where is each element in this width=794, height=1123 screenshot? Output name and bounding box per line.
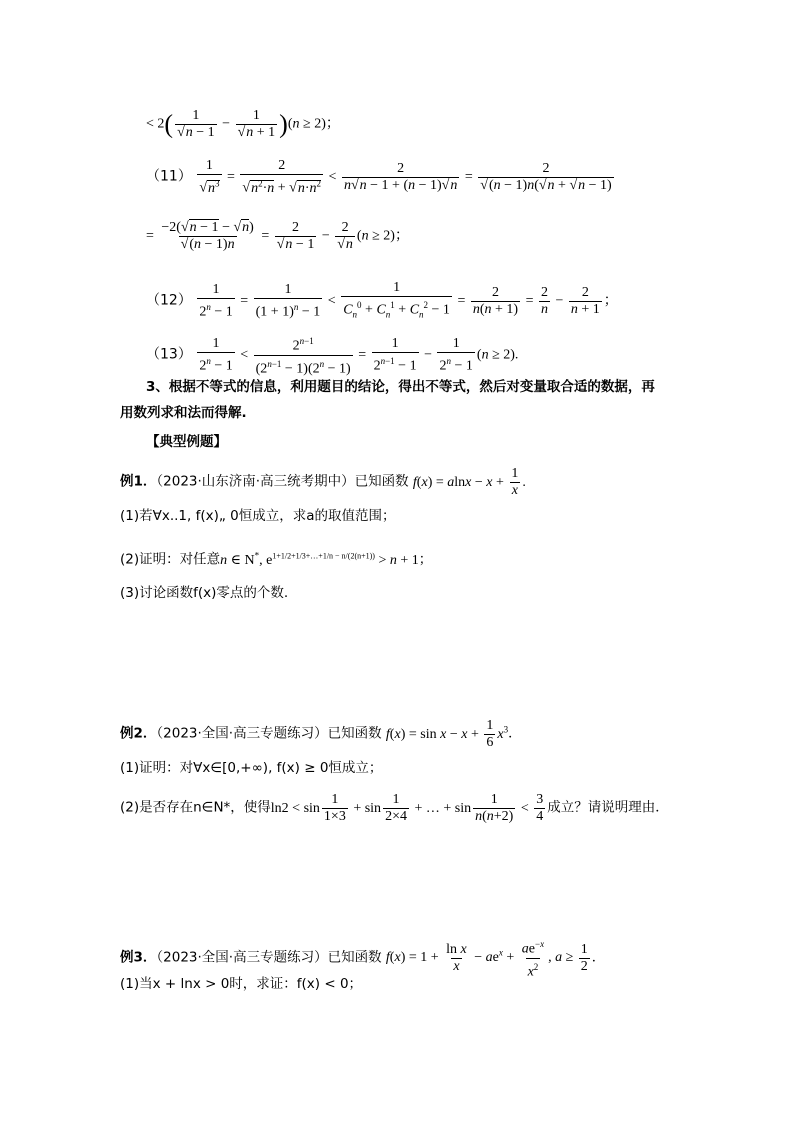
formula-11b: = $\frac{-2(√n - 1 - √n)}{√(n - 1)n}$ = $\frac{2}{√n - 1}$ − $\frac{2}{√n}$ (n ≥ 2)； (146, 220, 409, 252)
formula-13: （13） $\frac{1}{2^n - 1}$ < $\frac{2^{n-1}}{(2^{n-1} - 1)(2^n - 1)}$ = $\frac{1}{2^{n-1} - 1}$ − $\frac{1}{2^n - 1}$ (n ≥ 2). (146, 335, 519, 377)
example-3-label: 例3． (120, 949, 157, 966)
example-2-q1: (1)证明：对∀x∈[0,+∞), f(x) ≥ 0恒成立； (120, 760, 383, 776)
formula-10-tail: < 2( $\frac{1}{√n - 1}$ − $\frac{1}{√n + 1}$ )(n ≥ 2)； (146, 108, 340, 140)
point-3-line1: 3、根据不等式的信息，利用题目的结论，得出不等式，然后对变量取合适的数据，再 (146, 379, 655, 395)
point-3-line2: 用数列求和法而得解. (120, 405, 247, 421)
formula-11: （11） $\frac{1}{√n^3}$ = $\frac{2}{√n^2\cdot n + √n\cdot n^2}$ < $\frac{2}{n√n - 1 + (n - 1)√n}$ = $\frac{2}{√(n - 1)n(√n + √n - 1)}$ (146, 158, 612, 196)
example-2-source: （2023·全国·高三专题练习） (156, 725, 328, 742)
formula-12: （12） $\frac{1}{2^n - 1}$ = $\frac{1}{(1 + 1)^n - 1}$ < $\frac{1}{C_n^0 + C_n^1 + C_n^2 - 1}$ = $\frac{2}{n(n + 1)}$ = $\frac{2}{n}$ − $\frac{2}{n + 1}$ ； (146, 280, 618, 322)
example-1-function: f(x) = alnx − x + $\frac{1}{x}$ . (412, 466, 526, 498)
example-2-q2: (2)是否存在n∈N*，使得ln2 < sin $\frac{1}{1\times 3}$ + sin $\frac{1}{2\times 4}$ + … + sin $\frac{1}{n(n+2)}$ < $\frac{3}{4}$ 成立？请说明理由． (120, 792, 669, 824)
section-title: 【典型例题】 (146, 434, 227, 450)
example-3-q1: (1)当x + lnx > 0时，求证：f(x) < 0； (120, 976, 363, 992)
example-1-q1: (1)若∀x..1, f(x)„ 0恒成立，求a的取值范围； (120, 508, 396, 524)
example-2-label: 例2． (120, 725, 157, 742)
example-2-function: f(x) = sin x − x + $\frac{1}{6}$ $x^3$ (385, 718, 509, 750)
example-2-stem: 例2．（2023·全国·高三专题练习）已知函数 f(x) = sin x − x + $\frac{1}{6}$ $x^3$． (120, 718, 522, 750)
example-1-source: （2023·山东济南·高三统考期中） (156, 473, 355, 490)
example-3-source: （2023·全国·高三专题练习） (156, 949, 328, 966)
example-1-q3: (3)讨论函数f(x)零点的个数. (120, 585, 289, 601)
example-3-function: f(x) = 1 + $\frac{\text{ln x}}{x}$ − $ae^x$ + $\frac{ae^{-x}}{x^2}$ , a ≥ $\frac{1}{2}$ (385, 939, 588, 980)
example-1-stem: 例1．（2023·山东济南·高三统考期中）已知函数 f(x) = alnx − x + $\frac{1}{x}$ . (120, 466, 526, 498)
example-1-q2: (2)证明：对任意n ∈ N*, $e^{1+1/2+1/3+\dots+1/n - n/(2(n+1))} > n + 1$； (120, 550, 433, 568)
example-3-stem: 例3．（2023·全国·高三专题练习）已知函数 f(x) = 1 + $\frac{\text{ln x}}{x}$ − $ae^x$ + $\frac{ae^{-x}}{x^2}$ , a ≥ $\frac{1}{2}$ ． (120, 939, 606, 980)
example-1-label: 例1． (120, 473, 157, 490)
